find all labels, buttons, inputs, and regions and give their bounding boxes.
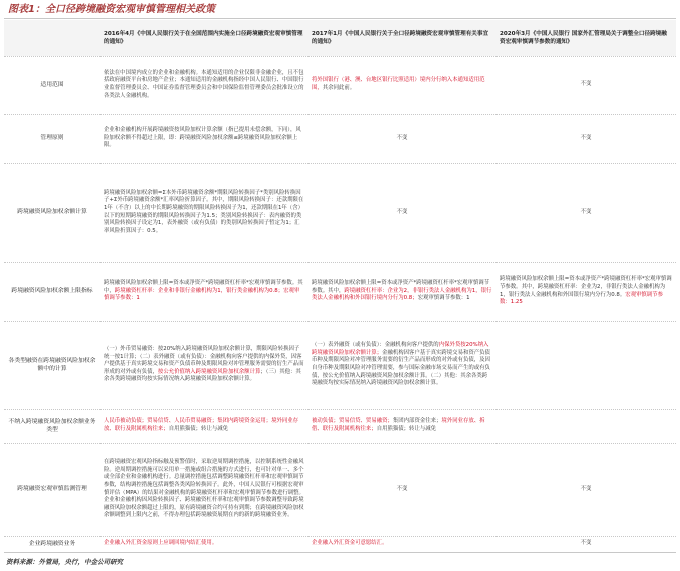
cell-2020 (496, 409, 676, 443)
cell-2016: 依法在中国境内成立的企业和金融机构。本通知适用的企业仅限非金融企业，且不包括政府融资平台和房地产企业；本通知适用的金融机构指经中国人民银行、中国银行业监督管理委员会、中国证券监督管理委员会和中国保险监督管理委员会批准设立的各类法人金融机构。 (100, 56, 308, 114)
cell-2017 (308, 262, 496, 321)
header-2020: 2020年3月《中国人民银行 国家外汇管理局关于调整全口径跨境融资宏观审慎调节参数的通知》 (496, 20, 676, 56)
cell-2016-black: 自用熊猫债；转让与减免 (168, 426, 229, 432)
cell-2017-black-2: 自用熊猫债；转让与减免 (376, 426, 437, 432)
cell-2017: 不变 (308, 443, 496, 536)
cell-2016-black-2: ；（三）其他：其余各类跨境融资均按实际情况纳入跨境融资风险加权余额计算。 (104, 368, 301, 383)
cell-2017-black-2: 宏观审慎调节参数：1 (417, 295, 470, 302)
cell-2016-red: 企业融入外汇资金原则上应调回境内结汇使用。 (104, 540, 218, 547)
cell-2017-black: （一）表外融资（或有负债）：金融机构向客户提供的 (312, 342, 439, 349)
table-row (4, 409, 676, 443)
row-label: 管理原则 (4, 114, 100, 163)
row-label: 适用范围 (4, 56, 100, 114)
header-2017: 2017年1月《中国人民银行关于全口径跨境融资宏观审慎管理有关事宜的通知》 (308, 20, 496, 56)
table-row (4, 56, 676, 114)
header-blank (4, 20, 100, 56)
source-note: 资料来源：外管局，央行，中金公司研究 (6, 558, 123, 566)
cell-2017 (308, 56, 496, 114)
cell-2017-black-2: 金融机构因客户基于真实跨境交易和资产负债币种及期限风险对冲管理服务需要的衍生产品而形成的对外或有负债，及因自身币种及期限风险对冲管理需要，参与国际金融市场交易而产生的或有负债，按公允价值纳入跨境融资风险加权余额计算。（二）其他：其余各类跨境融资均按实际情况纳入跨境融资风险加权余额计算。 (312, 349, 490, 387)
row-label: 跨境融资风险加权余额上限指标 (4, 262, 100, 321)
row-label: 企业跨境融资业务 (4, 536, 100, 552)
policy-table (4, 20, 676, 553)
cell-2020: 不变 (496, 443, 676, 536)
row-label: 各类型融资在跨境融资风险加权余额中的计算 (4, 321, 100, 409)
cell-2016: 在跨境融资宏观风险指标触及预警值时，采取逆周期调控措施，以控制系统性金融风险。逆周期调控措施可以采用单一措施或组合措施的方式进行，也可针对单一、多个或全部企业和金融机构进行。总量调控措施包括调整跨境融资杠杆率和宏观审慎调节参数，结构调控措施包括调整各类风险转换因子。此外，中国人民银行可根据宏观审慎评估（MPA）的结果对金融机构的跨境融资杠杆率和宏观审慎调节参数进行调整。企业和金融机构因风险转换因子、跨境融资杠杆率和宏观审慎调节参数调整导致跨境融资风险加权余额超过上限的，原有跨境融资合约可持有到期；在跨境融资风险加权余额调整到上限内之前，不得办理包括跨境融资展期在内的新的跨境融资业务。 (100, 443, 308, 536)
cell-2020: 不变 (496, 56, 676, 114)
table-row (4, 262, 676, 321)
row-label: 跨境融资风险加权余额计算 (4, 163, 100, 262)
cell-2020: 不变 (496, 536, 676, 552)
cell-2017-red: 被动负债；贸易信贷、贸易融资； (312, 418, 393, 425)
cell-2016-black: （一）外币贸易融资：按20%纳入跨境融资风险加权余额计算，期限风险转换因子统一按1计算；（二）表外融资（或有负债）：金融机构向客户提供的内保外贷，因客户提供基于真实跨境交易和资产负债币种及期限风险对冲管理服务需要的衍生产品而形成的对外或有负债， (104, 346, 304, 375)
table-row (4, 536, 676, 552)
cell-2016: 企业和金融机构开展跨境融资按风险加权计算余额（指已提用未偿余额，下同），风险加权余额不得超过上限，即：跨境融资风险加权余额≤跨境融资风险加权余额上限。 (100, 114, 308, 163)
cell-2017 (308, 321, 496, 409)
cell-2020: 不变 (496, 163, 676, 262)
cell-2017-red-2: 境外同业存放、拆借、联行及附属机构往来； (312, 418, 485, 432)
title-bar (4, 3, 676, 19)
table-row (4, 443, 676, 536)
table-row (4, 321, 676, 409)
cell-2016 (100, 536, 308, 552)
cell-2016 (100, 409, 308, 443)
cell-2017-red: 跨境融资杠杆率：企业为2，非银行类法人金融机构为1，银行类法人金融机构和外国银行境内分行为0.8； (312, 287, 492, 302)
row-label: 跨境融资宏观审慎监测管理 (4, 443, 100, 536)
cell-2017: 不变 (308, 114, 496, 163)
cell-2017 (308, 409, 496, 443)
cell-2017-red: 企业融入外汇资金可意愿结汇。 (312, 540, 388, 547)
cell-2020 (496, 262, 676, 321)
chart-title: 图表1：全口径跨境融资宏观审慎管理相关政策 (8, 4, 215, 15)
cell-2016 (100, 321, 308, 409)
cell-2020: 不变 (496, 114, 676, 163)
cell-2017-red: 将外国银行（港、澳、台地区银行比照适用）境内分行纳入本通知适用范围， (312, 77, 485, 91)
table-row (4, 163, 676, 262)
cell-2017-black: 跨境融资风险加权余额上限=资本或净资产*跨境融资杠杆率*宏观审慎调节参数。其中， (312, 280, 490, 294)
cell-2017-black: 集团内部资金往来； (392, 418, 442, 425)
cell-2020-black: 跨境融资风险加权余额上限=资本或净资产*跨境融资杠杆率*宏观审慎调节参数。其中，跨境融资杠杆率：企业为2，非银行类法人金融机构为1，银行类法人金融机构和外国银行境内分行为0.8。 (500, 276, 672, 298)
cell-2016: 跨境融资风险加权余额=Σ本外币跨境融资余额*期限风险转换因子*类别风险转换因子+Σ外币跨境融资余额*汇率风险折算因子。其中，期限风险转换因子：还款期限在1年（不含）以上的中长期跨境融资的期限风险转换因子为1，还款期限在1年（含）以下的短期跨境融资的期限风险转换因子为1.5；类别风险转换因子：表内融资的类别风险转换因子设定为1，表外融资（或有负债）的类别风险转换因子暂定为1；汇率风险折算因子：0.5。 (100, 163, 308, 262)
cell-2017-black: 其余同此前。 (322, 85, 356, 91)
cell-2020-red: 宏观审慎调节参数：1.25 (500, 291, 663, 306)
cell-2017-red: 内保外贷按20%纳入跨境融资风险加权余额计算； (312, 342, 489, 356)
cell-2016-black: 跨境融资风险加权余额上限=资本或净资产*跨境融资杠杆率*宏观审慎调节参数。其中， (104, 280, 303, 294)
table-row (4, 114, 676, 163)
cell-2016-red: 跨境融资杠杆率：企业和非银行金融机构为1，银行类金融机构为0.8；宏观审慎调节参数：1 (104, 287, 300, 302)
row-label: 不纳入跨境融资风险加权余额业务类型 (4, 409, 100, 443)
cell-2017 (308, 536, 496, 552)
cell-2020 (496, 321, 676, 409)
header-2016: 2016年4月《中国人民银行关于在全国范围内实施全口径跨境融资宏观审慎管理的通知》 (100, 20, 308, 56)
header-row (4, 20, 676, 56)
cell-2016-red: 按公允价值纳入跨境融资风险加权余额计算 (157, 368, 261, 375)
cell-2016-red: 人民币被动负债；贸易信贷、人民币贸易融资；集团内跨境资金运用；境外同业存放、联行及附属机构往来； (104, 418, 299, 432)
cell-2016 (100, 262, 308, 321)
cell-2017: 不变 (308, 163, 496, 262)
